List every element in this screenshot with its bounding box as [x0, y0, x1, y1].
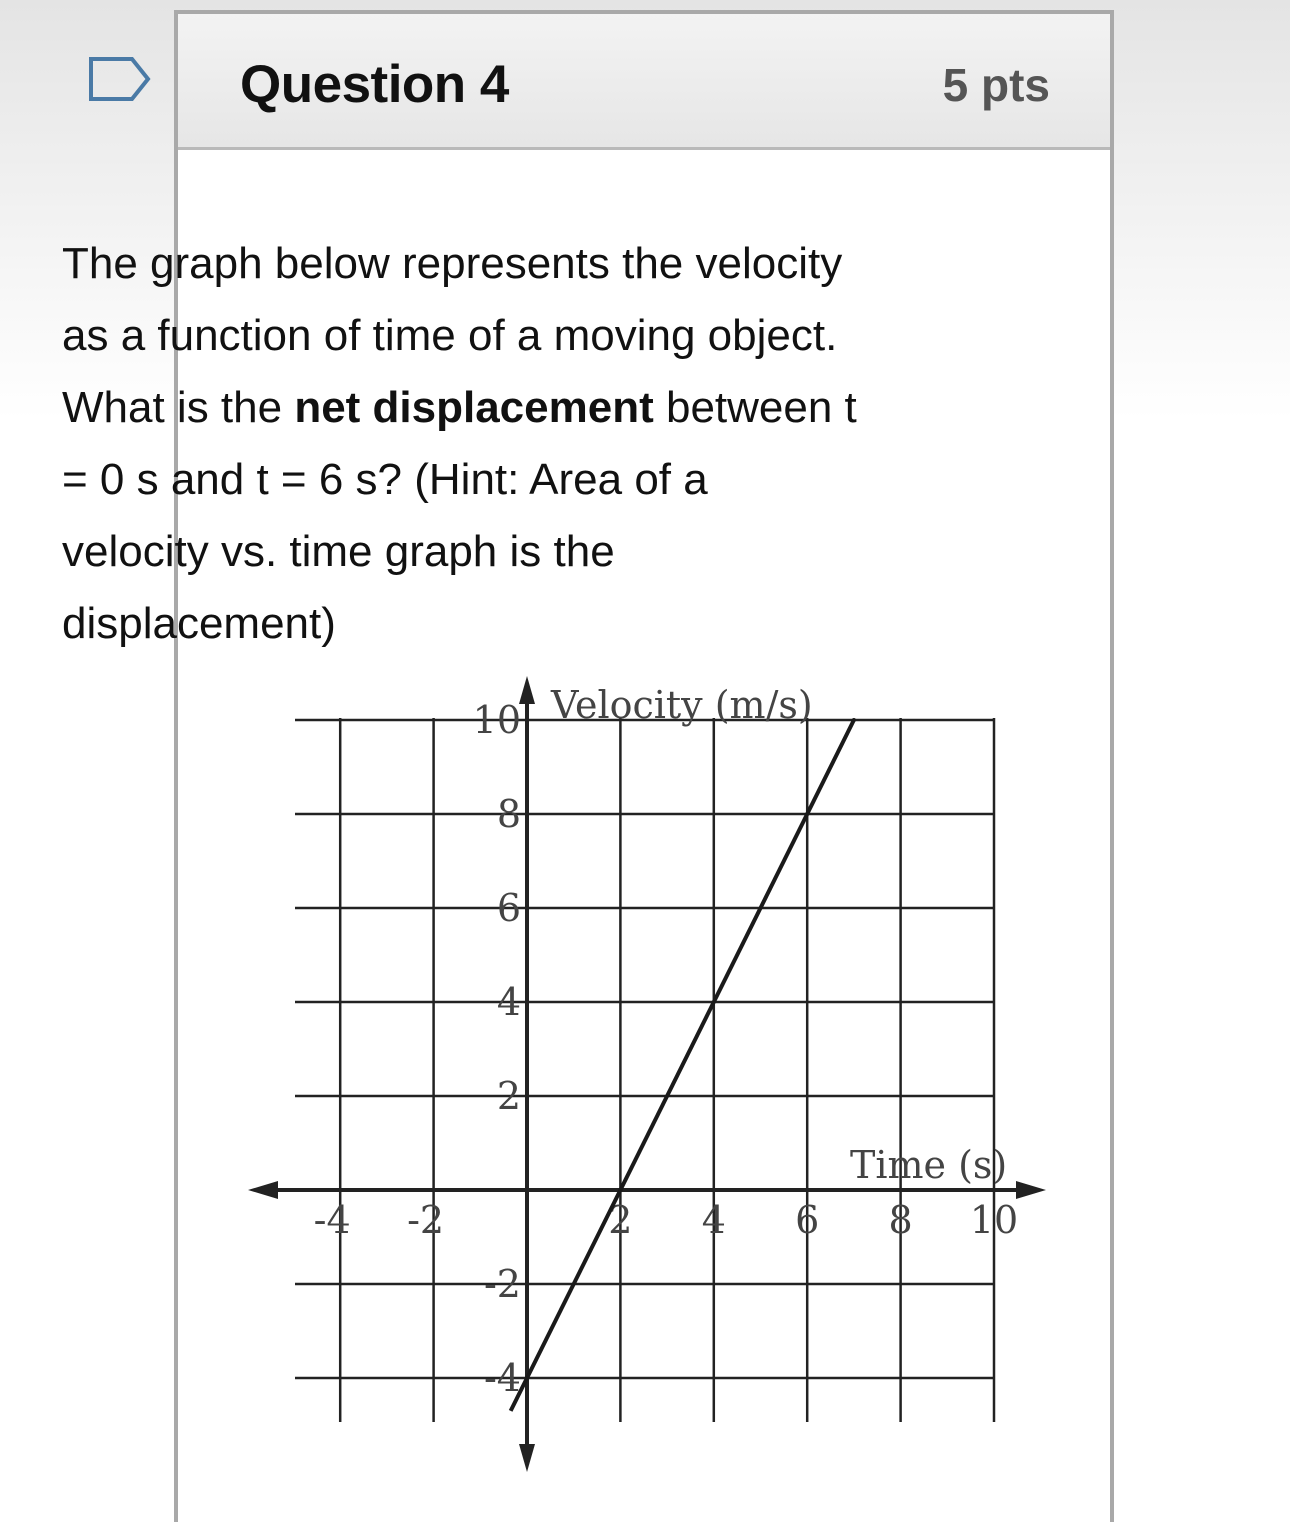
y-tick-label: 2 [496, 1074, 521, 1118]
data-point [852, 718, 856, 722]
question-text [62, 228, 862, 660]
question-points: 5 pts [942, 59, 1050, 111]
data-point [805, 812, 809, 816]
x-axis-label: Time (s) [850, 1143, 1008, 1187]
y-tick-label: 4 [496, 980, 521, 1024]
data-point [525, 1376, 529, 1380]
x-tick-label: -2 [407, 1198, 445, 1242]
question-text-part-1: The graph below represents the velocity as a function of time of a moving object. What is the [62, 239, 843, 432]
question-text-bold: net displacement [294, 383, 654, 432]
x-tick-label: 10 [969, 1198, 1019, 1242]
y-tick-label: 8 [496, 792, 521, 836]
y-tick-label: -4 [483, 1356, 521, 1400]
y-tick-label: 6 [496, 886, 521, 930]
x-tick-label: 8 [888, 1198, 913, 1242]
data-point [712, 1000, 716, 1004]
y-tick-label: -2 [483, 1262, 521, 1306]
question-title: Question 4 [240, 55, 509, 114]
x-tick-label: -4 [313, 1198, 351, 1242]
velocity-line [511, 720, 854, 1411]
flag-question-icon[interactable] [88, 56, 152, 102]
velocity-time-graph [240, 670, 1060, 1490]
x-axis-arrow-left [248, 1181, 278, 1199]
question-text-part-2: between t = 0 s and t = 6 s? (Hint: Area of a velocity vs. time graph is the displacement) [62, 383, 857, 648]
x-tick-label: 2 [608, 1198, 633, 1242]
data-point [618, 1188, 622, 1192]
y-axis-arrow-down [519, 1444, 535, 1472]
y-tick-label: 10 [472, 698, 521, 742]
x-axis-arrow-right [1016, 1181, 1046, 1199]
x-tick-label: 6 [795, 1198, 820, 1242]
y-axis-label: Velocity (m/s) [551, 683, 813, 727]
question-header [178, 14, 1110, 150]
y-axis-arrow-up [519, 676, 535, 704]
x-tick-label: 4 [701, 1198, 726, 1242]
